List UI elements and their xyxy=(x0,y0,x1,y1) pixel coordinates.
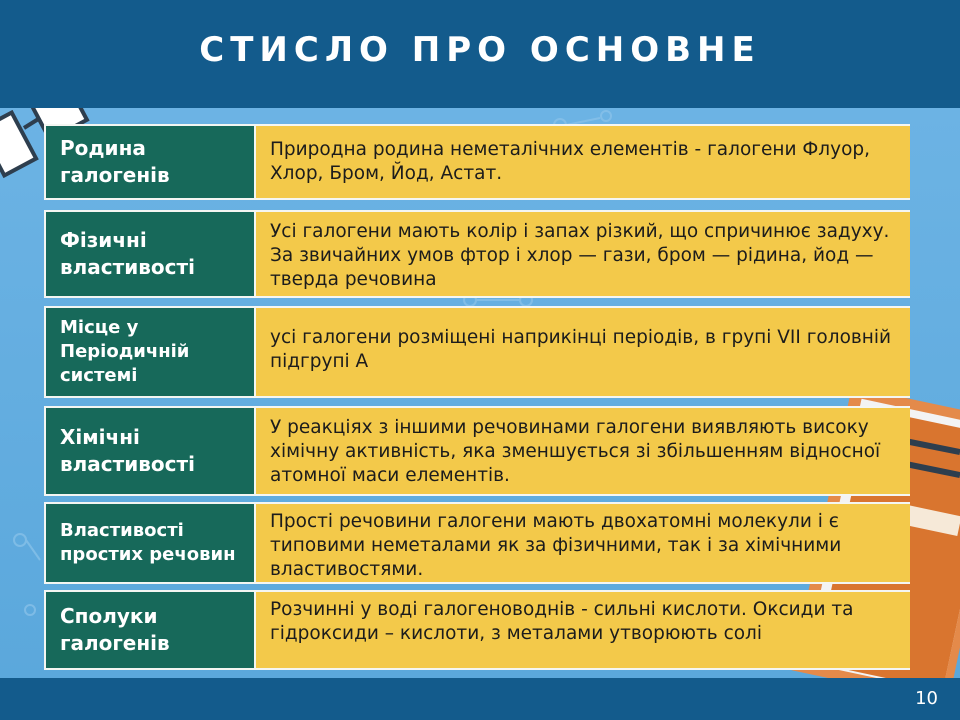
row-compounds xyxy=(44,590,910,670)
page-number: 10 xyxy=(915,688,938,709)
slide-title: СТИСЛО ПРО ОСНОВНЕ xyxy=(199,30,761,70)
row-text: усі галогени розміщені наприкінці періодів, в групі VII головній підгрупі А xyxy=(256,306,910,398)
row-text: Усі галогени мають колір і запах різкий, що спричинює задуху. За звичайних умов фтор і хлор — гази, бром — рідина, йод — тверда речовина xyxy=(256,210,910,298)
row-periodic-table-place xyxy=(44,306,910,398)
row-physical-properties xyxy=(44,210,910,298)
row-text: У реакціях з іншими речовинами галогени виявляють високу хімічну активність, яка зменшується зі збільшенням відносної атомної маси елементів. xyxy=(256,406,910,496)
row-text: Розчинні у воді галогеноводнів - сильні кислоти. Оксиди та гідроксиди – кислоти, з металами утворюють солі xyxy=(256,590,910,670)
row-family xyxy=(44,124,910,200)
row-label: Властивості простих речовин xyxy=(44,502,256,584)
row-label: Родина галогенів xyxy=(44,124,256,200)
row-label: Місце у Періодичній системі xyxy=(44,306,256,398)
footer-bar xyxy=(0,678,960,720)
row-chemical-properties xyxy=(44,406,910,496)
row-text: Природна родина неметалічних елементів - галогени Флуор, Хлор, Бром, Йод, Астат. xyxy=(256,124,910,200)
row-label: Фізичні властивості xyxy=(44,210,256,298)
row-text: Прості речовини галогени мають двохатомні молекули і є типовими неметалами як за фізичними, так і за хімічними властивостями. xyxy=(256,502,910,584)
row-simple-substances xyxy=(44,502,910,584)
row-label: Сполуки галогенів xyxy=(44,590,256,670)
row-label: Хімічні властивості xyxy=(44,406,256,496)
